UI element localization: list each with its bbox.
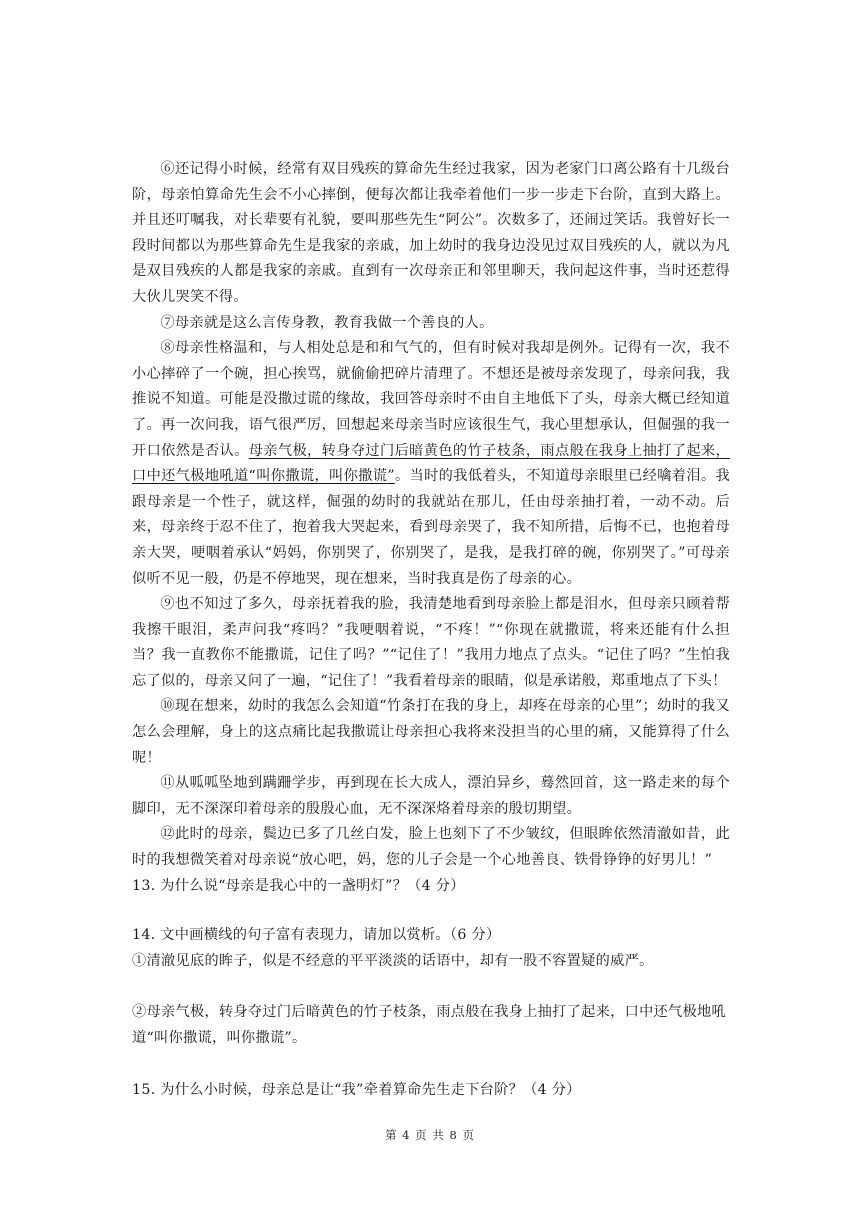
- paragraph-7: ⑦母亲就是这么言传身教，教育我做一个善良的人。: [160, 314, 494, 331]
- paragraph-6: ⑥还记得小时候，经常有双目残疾的算命先生经过我家，因为老家门口离公路有十几级台阶，母亲怕算命先生会不小心摔倒，便每次都让我牵着他们一步一步走下台阶，直到大路上。并且还叮嘱我，对长辈要有礼貌，要叫那些先生“阿公”。次数多了，还闹过笑话。我曾好长一段时间都以为那些算命先生是我家的亲戚，加上幼时的我身边没见过双目残疾的人，就以为凡是双目残疾的人都是我家的亲戚。直到有一次母亲正和邻里聊天，我问起这件事，当时还惹得大伙儿哭笑不得。: [132, 161, 730, 305]
- page-footer: 第 4 页 共 8 页: [385, 1128, 475, 1142]
- question-14: 14. 文中画横线的句子富有表现力，请加以赏析。（6 分）: [132, 927, 501, 944]
- paragraph-12: ⑫此时的母亲，鬓边已多了几丝白发，脸上也刻下了不少皱纹，但眼眸依然清澈如昔，此时的我想微笑着对母亲说“放心吧，妈，您的儿子会是一个心地善良、铁骨铮铮的好男儿！”: [132, 826, 730, 869]
- question-13: 13. 为什么说“母亲是我心中的一盏明灯”？（4 分）: [132, 877, 465, 894]
- paragraph-10: ⑩现在想来，幼时的我怎么会知道“竹条打在我的身上，却疼在母亲的心里”；幼时的我又怎么会理解，身上的这点痛比起我撒谎让母亲担心我将来没担当的心里的痛，又能算得了什么呢！: [132, 698, 730, 766]
- paragraph-8-after: 。当时的我低着头，不知道母亲眼里已经噙着泪。我跟母亲是一个性子，就这样，倔强的幼时的我就站在那儿，任由母亲抽打着，一动不动。后来，母亲终于忍不住了，抱着我大哭起来，看到母亲哭了，我不知所措，后悔不已，也抱着母亲大哭，哽咽着承认“妈妈，你别哭了，你别哭了，是我，是我打碎的碗，你别哭了。”可母亲似听不见一般，仍是不停地哭，现在想来，当时我真是伤了母亲的心。: [132, 468, 730, 587]
- document-body: [132, 157, 730, 1103]
- question-14-item-1: ①清澈见底的眸子，似是不经意的平平淡淡的话语中，却有一股不容置疑的威严。: [132, 952, 654, 969]
- paragraph-8-before: ⑧母亲性格温和，与人相处总是和和气气的，但有时候对我却是例外。记得有一次，我不小心摔碎了一个碗，担心挨骂，就偷偷把碎片清理了。不想还是被母亲发现了，母亲问我，我推说不知道。可能是没撒过谎的缘故，我回答母亲时不由自主地低下了头，母亲大概已经知道了。再一次问我，语气很严厉，回想起来母亲当时应该很生气，我心里想承认，但倔强的我一开口依然是否认。: [132, 340, 730, 459]
- paragraph-11: ⑪从呱呱坠地到蹒跚学步，再到现在长大成人，漂泊异乡，蓦然回首，这一路走来的每个脚印，无不深深印着母亲的殷殷心血，无不深深烙着母亲的殷切期望。: [132, 775, 730, 817]
- paragraph-9: ⑨也不知过了多久，母亲抚着我的脸，我清楚地看到母亲脸上都是泪水，但母亲只顾着帮我擦干眼泪，柔声问我“疼吗？”我哽咽着说，“不疼！”“你现在就撒谎，将来还能有什么担当？我一直教你不能撒谎，记住了吗？”“记住了！”我用力地点了点头。“记住了吗？”生怕我忘了似的，母亲又问了一遍，“记住了！”我看着母亲的眼睛，似是承诺般，郑重地点了下头！: [132, 596, 730, 689]
- underlined-sentence: 母亲气极，转身夺过门后暗黄色的竹子枝条，雨点般在我身上抽打了起来，口中还气极地吼道“叫你撒谎，叫你撒谎”: [132, 442, 730, 485]
- paragraph-8: [132, 336, 730, 592]
- question-14-item-2: ②母亲气极，转身夺过门后暗黄色的竹子枝条，雨点般在我身上抽打了起来，口中还气极地吼道“叫你撒谎，叫你撒谎”。: [132, 1004, 726, 1046]
- question-15: 15. 为什么小时候，母亲总是让“我”牵着算命先生走下台阶？（4 分）: [132, 1081, 581, 1098]
